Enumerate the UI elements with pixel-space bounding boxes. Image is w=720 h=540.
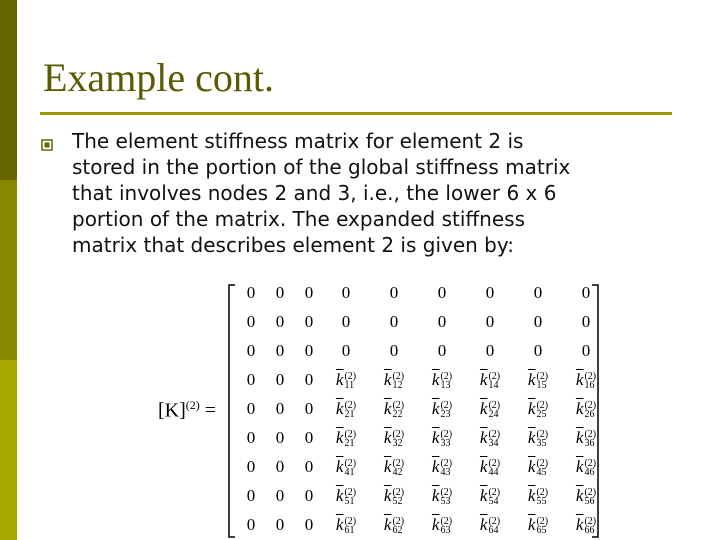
stiffness-indices [344,372,356,390]
stiffness-superscript: (2) [584,458,597,470]
stiffness-indices [392,488,404,506]
stiffness-indices [584,401,596,419]
matrix-cell: 0 [485,283,495,302]
matrix-cell [374,370,414,390]
stiffness-superscript: (2) [440,516,453,528]
stiffness-indices [344,488,356,506]
stiffness-indices [584,517,596,535]
stiffness-symbol: $\overline{k}$ [335,486,344,505]
stiffness-symbol: $\overline{k}$ [335,399,344,418]
stiffness-indices [536,430,548,448]
matrix-cell [326,370,366,390]
stiffness-subscript: 41 [344,467,355,479]
matrix-cell [470,428,510,448]
matrix-cell: 0 [437,283,447,302]
stiffness-superscript: (2) [344,371,357,383]
stiffness-symbol: $\overline{k}$ [383,370,392,389]
stiffness-subscript: 22 [392,409,403,421]
title-underline [40,112,672,115]
stiffness-symbol: $\overline{k}$ [479,370,488,389]
matrix-cell: 0 [246,486,256,505]
stiffness-symbol: $\overline{k}$ [383,399,392,418]
stiffness-symbol: $\overline{k}$ [431,370,440,389]
stiffness-symbol: $\overline{k}$ [383,428,392,447]
stiffness-indices [488,401,500,419]
matrix-cell: 0 [246,399,256,418]
stiffness-superscript: (2) [488,371,501,383]
matrix-cell [326,515,366,535]
stiffness-subscript: 13 [440,380,451,392]
stiffness-superscript: (2) [488,400,501,412]
stiffness-indices [488,488,500,506]
stiffness-superscript: (2) [488,516,501,528]
matrix-cell [326,486,366,506]
stiffness-indices [440,459,452,477]
matrix-cell: 0 [389,312,399,331]
matrix-cell [470,399,510,419]
matrix-cell: 0 [275,457,285,476]
matrix-lhs-symbol: [K] [158,399,186,422]
stiffness-subscript: 21 [344,409,355,421]
stiffness-superscript: (2) [584,400,597,412]
matrix-cell [326,399,366,419]
stiffness-superscript: (2) [392,516,405,528]
stiffness-subscript: 63 [440,525,451,537]
matrix-cell: 0 [275,399,285,418]
matrix-cell [566,370,606,390]
stiffness-symbol: $\overline{k}$ [479,457,488,476]
stiffness-symbol: $\overline{k}$ [335,428,344,447]
matrix-cell [518,486,558,506]
stiffness-symbol: $\overline{k}$ [575,370,584,389]
stiffness-subscript: 15 [536,380,547,392]
stiffness-subscript: 12 [392,380,403,392]
matrix-cell [470,486,510,506]
stiffness-superscript: (2) [392,429,405,441]
stiffness-superscript: (2) [536,429,549,441]
sidebar-band-light [0,360,17,540]
stiffness-subscript: 32 [392,438,403,450]
matrix-cell: 0 [485,312,495,331]
stiffness-indices [440,430,452,448]
stiffness-superscript: (2) [488,429,501,441]
stiffness-subscript: 24 [488,409,499,421]
stiffness-superscript: (2) [344,487,357,499]
stiffness-subscript: 52 [392,496,403,508]
matrix-cell [566,428,606,448]
matrix-cell [422,515,462,535]
bullet-line: portion of the matrix. The expanded stiffness [72,207,525,231]
stiffness-subscript: 66 [584,525,595,537]
stiffness-symbol: $\overline{k}$ [527,428,536,447]
stiffness-subscript: 54 [488,496,499,508]
matrix-cell: 0 [304,312,314,331]
stiffness-indices [584,488,596,506]
matrix-cell: 0 [246,283,256,302]
stiffness-superscript: (2) [392,371,405,383]
stiffness-superscript: (2) [392,400,405,412]
stiffness-indices [440,488,452,506]
stiffness-symbol: $\overline{k}$ [479,399,488,418]
matrix-cell [374,457,414,477]
stiffness-subscript: 35 [536,438,547,450]
matrix-cell: 0 [533,312,543,331]
stiffness-subscript: 34 [488,438,499,450]
stiffness-symbol: $\overline{k}$ [383,457,392,476]
matrix-cell: 0 [304,399,314,418]
stiffness-indices [536,372,548,390]
stiffness-indices [536,488,548,506]
stiffness-subscript: 21 [344,438,355,450]
stiffness-superscript: (2) [344,429,357,441]
stiffness-indices [344,517,356,535]
stiffness-subscript: 43 [440,467,451,479]
stiffness-indices [536,401,548,419]
stiffness-subscript: 33 [440,438,451,450]
matrix-cell: 0 [246,428,256,447]
stiffness-symbol: $\overline{k}$ [335,370,344,389]
stiffness-superscript: (2) [392,487,405,499]
stiffness-superscript: (2) [536,487,549,499]
matrix-cell: 0 [246,515,256,534]
stiffness-symbol: $\overline{k}$ [527,457,536,476]
stiffness-superscript: (2) [344,400,357,412]
matrix-cell: 0 [389,283,399,302]
matrix-lhs-superscript: (2) [185,398,200,412]
stiffness-superscript: (2) [440,400,453,412]
stiffness-symbol: $\overline{k}$ [431,486,440,505]
stiffness-symbol: $\overline{k}$ [527,399,536,418]
matrix-cell [518,515,558,535]
stiffness-superscript: (2) [440,429,453,441]
matrix-cell: 0 [581,312,591,331]
stiffness-subscript: 16 [584,380,595,392]
stiffness-subscript: 55 [536,496,547,508]
matrix-cell [470,515,510,535]
matrix-cell: 0 [581,283,591,302]
stiffness-superscript: (2) [440,458,453,470]
stiffness-indices [344,459,356,477]
stiffness-symbol: $\overline{k}$ [527,370,536,389]
stiffness-superscript: (2) [584,371,597,383]
stiffness-indices [392,372,404,390]
stiffness-symbol: $\overline{k}$ [431,515,440,534]
stiffness-superscript: (2) [488,458,501,470]
stiffness-superscript: (2) [536,371,549,383]
matrix-cell [374,399,414,419]
matrix-cell [470,370,510,390]
square-bullet-icon [41,139,53,151]
equals-sign: = [204,399,217,422]
bullet-line: The element stiffness matrix for element 2 is [72,129,524,153]
matrix-cell [518,370,558,390]
stiffness-indices [584,372,596,390]
stiffness-symbol: $\overline{k}$ [575,428,584,447]
stiffness-superscript: (2) [536,400,549,412]
matrix-cell [566,399,606,419]
stiffness-superscript: (2) [536,516,549,528]
matrix-cell [422,486,462,506]
stiffness-subscript: 45 [536,467,547,479]
matrix-cell [566,515,606,535]
stiffness-symbol: $\overline{k}$ [431,457,440,476]
stiffness-indices [392,401,404,419]
matrix-cell: 0 [246,370,256,389]
stiffness-indices [392,430,404,448]
stiffness-indices [344,401,356,419]
stiffness-superscript: (2) [344,516,357,528]
stiffness-symbol: $\overline{k}$ [479,515,488,534]
sidebar-band-mid [0,180,17,360]
matrix-cell: 0 [304,341,314,360]
stiffness-indices [488,430,500,448]
stiffness-symbol: $\overline{k}$ [575,399,584,418]
bullet-line: that involves nodes 2 and 3, i.e., the lower 6 x 6 [72,181,557,205]
matrix-cell [374,428,414,448]
matrix-cell: 0 [246,341,256,360]
stiffness-superscript: (2) [488,487,501,499]
matrix-cell: 0 [275,341,285,360]
matrix-lhs [158,398,216,423]
stiffness-subscript: 51 [344,496,355,508]
slide-title: Example cont. [43,55,275,100]
matrix-cell [374,486,414,506]
matrix-cell [566,486,606,506]
matrix-cell [374,515,414,535]
matrix-cell [518,428,558,448]
slide-sidebar [0,0,17,540]
matrix-cell: 0 [275,283,285,302]
stiffness-superscript: (2) [584,429,597,441]
bullet-line: matrix that describes element 2 is given by: [72,233,514,257]
matrix-cell [422,428,462,448]
stiffness-indices [488,459,500,477]
stiffness-symbol: $\overline{k}$ [527,515,536,534]
stiffness-subscript: 44 [488,467,499,479]
stiffness-symbol: $\overline{k}$ [575,486,584,505]
matrix-cell [422,370,462,390]
matrix-cell: 0 [275,312,285,331]
matrix-cell [470,457,510,477]
bullet-text [72,128,692,258]
matrix-cell: 0 [275,428,285,447]
stiffness-superscript: (2) [536,458,549,470]
matrix-cell: 0 [304,515,314,534]
stiffness-subscript: 11 [344,380,355,392]
stiffness-symbol: $\overline{k}$ [383,515,392,534]
stiffness-indices [392,459,404,477]
stiffness-subscript: 36 [584,438,595,450]
matrix-cell: 0 [341,283,351,302]
stiffness-symbol: $\overline{k}$ [335,457,344,476]
matrix-cell: 0 [275,370,285,389]
stiffness-indices [440,517,452,535]
matrix-cell: 0 [581,341,591,360]
matrix-cell: 0 [304,457,314,476]
matrix-cell [422,399,462,419]
matrix-cell: 0 [341,341,351,360]
stiffness-superscript: (2) [344,458,357,470]
stiffness-indices [440,372,452,390]
matrix-cell: 0 [246,457,256,476]
stiffness-subscript: 14 [488,380,499,392]
stiffness-symbol: $\overline{k}$ [431,428,440,447]
stiffness-symbol: $\overline{k}$ [335,515,344,534]
stiffness-superscript: (2) [392,458,405,470]
sidebar-band-dark [0,0,17,180]
matrix-cell [422,457,462,477]
matrix-cell: 0 [389,341,399,360]
matrix-cell: 0 [533,283,543,302]
stiffness-indices [392,517,404,535]
bullet-line: stored in the portion of the global stiffness matrix [72,155,571,179]
stiffness-indices [584,459,596,477]
matrix-cell [566,457,606,477]
matrix-cell: 0 [275,515,285,534]
stiffness-superscript: (2) [584,487,597,499]
matrix-cell [326,457,366,477]
matrix-cell: 0 [275,486,285,505]
stiffness-indices [584,430,596,448]
stiffness-subscript: 62 [392,525,403,537]
stiffness-symbol: $\overline{k}$ [431,399,440,418]
stiffness-symbol: $\overline{k}$ [479,486,488,505]
matrix-cell [518,457,558,477]
stiffness-symbol: $\overline{k}$ [383,486,392,505]
matrix-cell: 0 [304,486,314,505]
stiffness-symbol: $\overline{k}$ [575,457,584,476]
stiffness-subscript: 25 [536,409,547,421]
stiffness-indices [536,459,548,477]
stiffness-subscript: 56 [584,496,595,508]
stiffness-indices [440,401,452,419]
matrix-cell: 0 [246,312,256,331]
stiffness-indices [488,517,500,535]
matrix-cell [326,428,366,448]
matrix-cell: 0 [304,370,314,389]
stiffness-indices [536,517,548,535]
stiffness-subscript: 46 [584,467,595,479]
stiffness-subscript: 53 [440,496,451,508]
stiffness-indices [488,372,500,390]
matrix-cell: 0 [304,283,314,302]
stiffness-symbol: $\overline{k}$ [575,515,584,534]
matrix-cell: 0 [533,341,543,360]
stiffness-subscript: 42 [392,467,403,479]
stiffness-subscript: 23 [440,409,451,421]
stiffness-subscript: 26 [584,409,595,421]
stiffness-subscript: 64 [488,525,499,537]
stiffness-indices [344,430,356,448]
matrix-cell: 0 [341,312,351,331]
matrix-cell: 0 [304,428,314,447]
stiffness-symbol: $\overline{k}$ [527,486,536,505]
stiffness-superscript: (2) [440,371,453,383]
matrix-cell: 0 [437,312,447,331]
stiffness-superscript: (2) [584,516,597,528]
matrix-cell: 0 [485,341,495,360]
stiffness-symbol: $\overline{k}$ [479,428,488,447]
stiffness-superscript: (2) [440,487,453,499]
matrix-cell [518,399,558,419]
stiffness-subscript: 65 [536,525,547,537]
stiffness-subscript: 61 [344,525,355,537]
matrix-cell: 0 [437,341,447,360]
